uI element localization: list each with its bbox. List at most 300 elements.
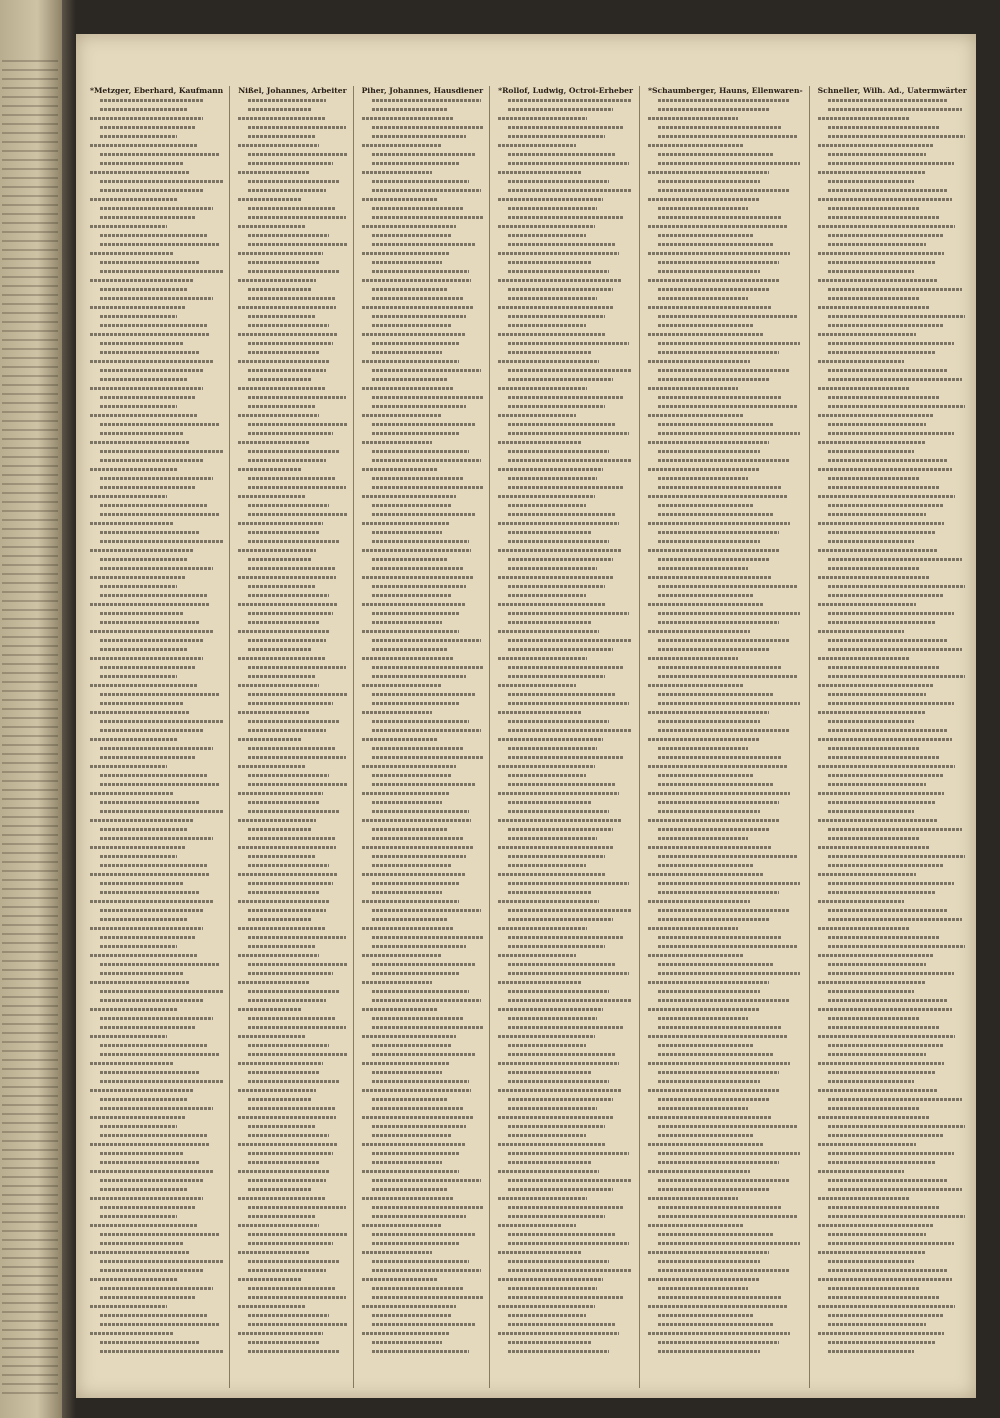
directory-entry xyxy=(648,392,803,401)
directory-entry xyxy=(238,563,346,572)
directory-entry xyxy=(648,1328,803,1337)
directory-entry xyxy=(818,752,967,761)
directory-entry xyxy=(818,1031,967,1040)
directory-entry xyxy=(818,509,967,518)
directory-entry xyxy=(90,365,223,374)
directory-entry xyxy=(648,1211,803,1220)
directory-entry xyxy=(238,266,346,275)
directory-entry xyxy=(818,896,967,905)
directory-entry xyxy=(818,158,967,167)
directory-entry xyxy=(362,698,484,707)
directory-entry xyxy=(90,860,223,869)
directory-entry xyxy=(498,176,633,185)
directory-entry xyxy=(90,1103,223,1112)
directory-entry xyxy=(648,1004,803,1013)
directory-entry xyxy=(648,707,803,716)
directory-entry xyxy=(362,617,484,626)
directory-entry xyxy=(238,887,346,896)
directory-entry xyxy=(238,1220,346,1229)
directory-entry xyxy=(818,122,967,131)
directory-entry xyxy=(648,1238,803,1247)
directory-entry xyxy=(90,1310,223,1319)
directory-entry xyxy=(90,689,223,698)
directory-entry xyxy=(362,1310,484,1319)
directory-entry xyxy=(818,1319,967,1328)
directory-entry xyxy=(90,1031,223,1040)
directory-entry xyxy=(238,986,346,995)
directory-entry xyxy=(362,545,484,554)
directory-entry xyxy=(90,1247,223,1256)
directory-entry xyxy=(648,599,803,608)
directory-entry xyxy=(362,113,484,122)
directory-entry xyxy=(238,527,346,536)
directory-entry xyxy=(498,662,633,671)
directory-entry xyxy=(90,977,223,986)
directory-entry xyxy=(238,707,346,716)
directory-entry xyxy=(648,698,803,707)
directory-entry xyxy=(362,464,484,473)
directory-entry xyxy=(818,1310,967,1319)
directory-entry xyxy=(90,1184,223,1193)
directory-entry xyxy=(90,941,223,950)
directory-entry xyxy=(362,527,484,536)
directory-entry xyxy=(362,185,484,194)
directory-entry xyxy=(90,626,223,635)
directory-entry xyxy=(498,347,633,356)
directory-entry xyxy=(90,878,223,887)
directory-entry xyxy=(648,1076,803,1085)
directory-entry xyxy=(362,221,484,230)
directory-entry xyxy=(648,113,803,122)
directory-entry xyxy=(238,383,346,392)
directory-entry xyxy=(648,1094,803,1103)
directory-entry xyxy=(90,185,223,194)
directory-entry xyxy=(498,104,633,113)
directory-entry xyxy=(818,887,967,896)
directory-entry xyxy=(90,95,223,104)
directory-entry xyxy=(238,410,346,419)
directory-entry xyxy=(90,302,223,311)
directory-entry xyxy=(238,1310,346,1319)
directory-entry xyxy=(818,1175,967,1184)
directory-entry xyxy=(362,482,484,491)
directory-entry xyxy=(238,725,346,734)
directory-entry xyxy=(90,851,223,860)
directory-entry xyxy=(90,635,223,644)
directory-entry xyxy=(498,1274,633,1283)
directory-entry xyxy=(238,1238,346,1247)
directory-entry xyxy=(498,410,633,419)
directory-entry xyxy=(498,185,633,194)
directory-entry xyxy=(238,500,346,509)
directory-entry xyxy=(498,923,633,932)
directory-entry xyxy=(238,806,346,815)
directory-entry xyxy=(648,1265,803,1274)
directory-entry xyxy=(818,554,967,563)
directory-entry xyxy=(498,1175,633,1184)
directory-entry xyxy=(498,671,633,680)
directory-entry xyxy=(498,536,633,545)
directory-entry xyxy=(498,473,633,482)
directory-entry xyxy=(498,221,633,230)
directory-entry xyxy=(498,770,633,779)
directory-entry xyxy=(90,743,223,752)
directory-entry xyxy=(362,248,484,257)
directory-entry xyxy=(90,1067,223,1076)
directory-entry xyxy=(90,788,223,797)
directory-entry xyxy=(90,1211,223,1220)
directory-entry xyxy=(90,491,223,500)
directory-entry xyxy=(238,1202,346,1211)
directory-entry xyxy=(90,275,223,284)
directory-entry xyxy=(648,266,803,275)
directory-entry xyxy=(90,113,223,122)
directory-entry: Schneller, Wilh. Ad., Uatermwärter xyxy=(817,86,967,95)
directory-entry xyxy=(648,302,803,311)
directory-entry xyxy=(498,1013,633,1022)
directory-entry xyxy=(818,428,967,437)
directory-entry xyxy=(648,509,803,518)
directory-entry xyxy=(362,761,484,770)
directory-entry xyxy=(818,923,967,932)
directory-entry xyxy=(362,284,484,293)
directory-entry xyxy=(90,104,223,113)
directory-entry xyxy=(90,1274,223,1283)
directory-entry xyxy=(362,851,484,860)
directory-entry xyxy=(818,482,967,491)
directory-entry xyxy=(90,896,223,905)
directory-entry xyxy=(238,590,346,599)
directory-entry xyxy=(498,311,633,320)
directory-entry xyxy=(238,860,346,869)
directory-entry xyxy=(818,680,967,689)
directory-entry xyxy=(238,689,346,698)
directory-entry xyxy=(498,1193,633,1202)
directory-entry xyxy=(362,923,484,932)
directory-entry xyxy=(238,1013,346,1022)
directory-entry xyxy=(90,284,223,293)
directory-entry xyxy=(498,968,633,977)
directory-entry xyxy=(238,941,346,950)
directory-entry xyxy=(498,1004,633,1013)
directory-entry xyxy=(498,896,633,905)
directory-entry xyxy=(90,500,223,509)
directory-entry xyxy=(818,419,967,428)
directory-entry xyxy=(818,1247,967,1256)
directory-entry xyxy=(498,806,633,815)
directory-entry xyxy=(238,1301,346,1310)
directory-entry xyxy=(498,356,633,365)
directory-entry xyxy=(238,1274,346,1283)
directory-entry xyxy=(498,608,633,617)
directory-entry xyxy=(648,914,803,923)
directory-entry xyxy=(238,905,346,914)
directory-entry xyxy=(648,941,803,950)
directory-entry xyxy=(818,671,967,680)
directory-entry xyxy=(818,977,967,986)
directory-entry xyxy=(238,347,346,356)
directory-page xyxy=(76,34,976,1398)
directory-entry xyxy=(498,815,633,824)
directory-entry xyxy=(648,518,803,527)
directory-entry xyxy=(498,284,633,293)
directory-entry xyxy=(238,1292,346,1301)
directory-entry xyxy=(90,698,223,707)
directory-entry xyxy=(818,635,967,644)
directory-entry xyxy=(818,446,967,455)
directory-entry xyxy=(362,1040,484,1049)
directory-entry xyxy=(498,1076,633,1085)
directory-entry xyxy=(362,878,484,887)
directory-entry xyxy=(648,1229,803,1238)
directory-entry xyxy=(238,491,346,500)
directory-entry xyxy=(238,1004,346,1013)
directory-entry xyxy=(648,1112,803,1121)
directory-entry xyxy=(90,383,223,392)
directory-entry xyxy=(648,1256,803,1265)
directory-entry xyxy=(498,698,633,707)
directory-entry xyxy=(498,581,633,590)
directory-entry xyxy=(90,419,223,428)
directory-entry xyxy=(498,1094,633,1103)
directory-entry xyxy=(90,959,223,968)
directory-entry xyxy=(818,788,967,797)
directory-entry xyxy=(648,905,803,914)
directory-entry xyxy=(498,1211,633,1220)
directory-entry xyxy=(818,662,967,671)
directory-entry xyxy=(818,806,967,815)
directory-column-2 xyxy=(229,86,352,1388)
directory-entry xyxy=(648,554,803,563)
directory-entry xyxy=(498,1328,633,1337)
directory-entry xyxy=(362,1121,484,1130)
directory-entry xyxy=(362,401,484,410)
directory-entry xyxy=(90,662,223,671)
directory-entry xyxy=(818,761,967,770)
directory-entry xyxy=(362,1094,484,1103)
directory-entry xyxy=(90,770,223,779)
directory-entry xyxy=(362,104,484,113)
directory-entry xyxy=(648,815,803,824)
directory-entry xyxy=(238,1247,346,1256)
directory-entry xyxy=(498,680,633,689)
directory-entry xyxy=(238,1094,346,1103)
directory-entry xyxy=(238,419,346,428)
directory-entry xyxy=(238,257,346,266)
directory-entry xyxy=(818,1094,967,1103)
directory-entry xyxy=(238,680,346,689)
directory-entry xyxy=(362,995,484,1004)
directory-entry xyxy=(498,689,633,698)
directory-entry xyxy=(648,1121,803,1130)
directory-entry xyxy=(648,1283,803,1292)
directory-entry xyxy=(498,986,633,995)
directory-entry xyxy=(362,356,484,365)
directory-entry xyxy=(90,1130,223,1139)
directory-entry xyxy=(648,1058,803,1067)
directory-entry xyxy=(818,536,967,545)
directory-entry xyxy=(90,680,223,689)
directory-entry xyxy=(648,869,803,878)
directory-column-1 xyxy=(82,86,229,1388)
directory-entry xyxy=(648,194,803,203)
directory-entry xyxy=(362,1004,484,1013)
directory-entry xyxy=(238,896,346,905)
directory-entry xyxy=(238,734,346,743)
directory-entry xyxy=(90,752,223,761)
directory-entry xyxy=(648,932,803,941)
directory-entry xyxy=(238,401,346,410)
directory-entry xyxy=(498,1112,633,1121)
directory-entry xyxy=(362,383,484,392)
directory-entry xyxy=(362,1283,484,1292)
directory-entry xyxy=(362,473,484,482)
directory-entry xyxy=(238,1067,346,1076)
directory-entry xyxy=(648,1274,803,1283)
directory-entry xyxy=(818,878,967,887)
directory-entry xyxy=(362,1067,484,1076)
directory-entry xyxy=(90,149,223,158)
directory-entry xyxy=(818,1157,967,1166)
directory-entry xyxy=(818,239,967,248)
directory-entry xyxy=(90,554,223,563)
directory-entry xyxy=(90,1220,223,1229)
directory-entry xyxy=(90,599,223,608)
directory-entry xyxy=(498,491,633,500)
directory-entry xyxy=(498,1085,633,1094)
directory-entry xyxy=(498,779,633,788)
directory-entry xyxy=(818,734,967,743)
directory-entry xyxy=(362,1031,484,1040)
directory-entry xyxy=(648,752,803,761)
directory-entry xyxy=(238,1058,346,1067)
directory-entry xyxy=(90,824,223,833)
directory-entry xyxy=(362,230,484,239)
directory-entry xyxy=(362,158,484,167)
directory-entry xyxy=(818,473,967,482)
directory-entry xyxy=(90,1283,223,1292)
directory-entry xyxy=(498,257,633,266)
directory-entry xyxy=(498,446,633,455)
directory-entry xyxy=(818,743,967,752)
directory-entry xyxy=(648,167,803,176)
directory-entry xyxy=(818,464,967,473)
directory-entry: Nißel, Johannes, Arbeiter xyxy=(238,86,347,95)
directory-entry xyxy=(90,986,223,995)
directory-entry xyxy=(498,563,633,572)
directory-entry xyxy=(648,635,803,644)
directory-entry xyxy=(648,500,803,509)
directory-entry xyxy=(362,977,484,986)
directory-entry xyxy=(648,950,803,959)
directory-entry xyxy=(238,779,346,788)
directory-entry xyxy=(90,869,223,878)
directory-entry xyxy=(238,950,346,959)
directory-entry xyxy=(362,662,484,671)
directory-entry xyxy=(90,761,223,770)
directory-entry xyxy=(498,572,633,581)
directory-entry xyxy=(648,140,803,149)
directory-entry xyxy=(818,617,967,626)
directory-entry: Piher, Johannes, Hausdiener xyxy=(361,86,484,95)
directory-entry xyxy=(90,1256,223,1265)
directory-entry xyxy=(818,1112,967,1121)
directory-entry xyxy=(362,797,484,806)
directory-entry xyxy=(818,392,967,401)
directory-entry xyxy=(362,149,484,158)
directory-entry xyxy=(90,167,223,176)
directory-entry xyxy=(238,428,346,437)
directory-entry xyxy=(362,167,484,176)
directory-entry xyxy=(362,302,484,311)
directory-column-4 xyxy=(489,86,639,1388)
directory-entry xyxy=(362,896,484,905)
directory-entry xyxy=(818,194,967,203)
directory-entry xyxy=(818,1067,967,1076)
directory-entry xyxy=(818,1256,967,1265)
directory-entry xyxy=(238,1148,346,1157)
directory-entry xyxy=(238,1319,346,1328)
directory-entry xyxy=(238,149,346,158)
directory-entry xyxy=(90,122,223,131)
directory-entry xyxy=(362,725,484,734)
directory-entry xyxy=(498,1202,633,1211)
directory-entry xyxy=(648,581,803,590)
directory-entry xyxy=(90,1040,223,1049)
directory-entry xyxy=(818,1058,967,1067)
directory-entry xyxy=(648,563,803,572)
directory-entry xyxy=(238,797,346,806)
directory-entry: *Rollof, Ludwig, Octroi-Erheber xyxy=(498,86,633,95)
directory-entry xyxy=(238,761,346,770)
directory-entry xyxy=(362,806,484,815)
directory-entry xyxy=(362,563,484,572)
directory-entry xyxy=(498,653,633,662)
directory-entry xyxy=(648,482,803,491)
directory-entry xyxy=(648,1139,803,1148)
directory-entry xyxy=(362,671,484,680)
directory-entry xyxy=(818,545,967,554)
directory-entry xyxy=(498,842,633,851)
directory-entry xyxy=(90,1004,223,1013)
directory-entry xyxy=(818,203,967,212)
directory-entry xyxy=(648,419,803,428)
directory-entry xyxy=(818,284,967,293)
directory-entry xyxy=(648,1301,803,1310)
directory-entry xyxy=(818,95,967,104)
directory-entry xyxy=(498,635,633,644)
directory-entry xyxy=(498,1220,633,1229)
directory-entry xyxy=(90,1301,223,1310)
directory-entry xyxy=(238,608,346,617)
directory-entry xyxy=(90,1265,223,1274)
directory-entry xyxy=(498,1166,633,1175)
directory-entry xyxy=(818,608,967,617)
directory-entry xyxy=(362,455,484,464)
directory-entry xyxy=(818,599,967,608)
directory-entry xyxy=(362,446,484,455)
directory-entry xyxy=(648,662,803,671)
directory-entry xyxy=(90,707,223,716)
directory-entry xyxy=(362,131,484,140)
directory-entry xyxy=(498,554,633,563)
directory-entry xyxy=(648,437,803,446)
directory-entry xyxy=(238,752,346,761)
directory-entry xyxy=(818,1238,967,1247)
directory-entry xyxy=(238,95,346,104)
directory-entry xyxy=(498,1121,633,1130)
directory-entry xyxy=(818,1121,967,1130)
